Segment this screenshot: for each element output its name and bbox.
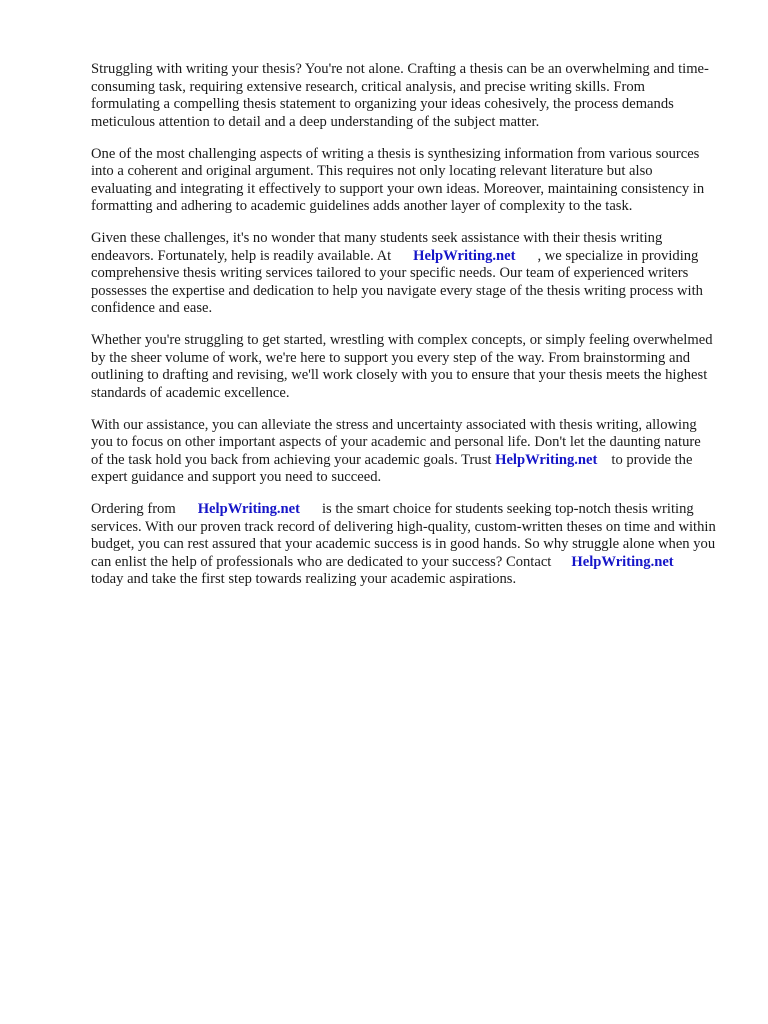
- paragraph-challenges: [91, 146, 716, 216]
- paragraph-trust-text-start: With our assistance, you can alleviate the stress and uncertainty associated with thesis writing, allowing you to focus on other important aspects of your academic and personal life. Don't let the daunting nature of the task hold you back from achieving your academic goals. Trust: [91, 416, 701, 468]
- paragraph-assistance-text-start: Given these challenges, it's no wonder that many students seek assistance with their thesis writing endeavors. Fortunately, help is readily available. At: [91, 230, 663, 264]
- paragraph-ordering-text-start: Ordering from: [91, 501, 176, 517]
- helpwriting-link-2[interactable]: HelpWriting.net: [495, 451, 598, 468]
- paragraph-intro: [91, 61, 716, 131]
- document-body: [91, 61, 716, 603]
- paragraph-assistance-text-end: , we specialize in providing comprehensive thesis writing services tailored to your specific needs. Our team of experienced writers possesses the expertise and dedication to help you navigate every stage of the thesis writing process with confidence and ease.: [91, 247, 703, 316]
- paragraph-intro-text: Struggling with writing your thesis? You're not alone. Crafting a thesis can be an overwhelming and time-consuming task, requiring extensive research, critical analysis, and precise writing skills. From formulating a compelling thesis statement to organizing your ideas cohesively, the process demands meticulous attention to detail and a deep understanding of the subject matter.: [91, 61, 709, 130]
- paragraph-ordering-text-end: today and take the first step towards realizing your academic aspirations.: [91, 571, 517, 587]
- paragraph-challenges-text: One of the most challenging aspects of writing a thesis is synthesizing information from various sources into a coherent and original argument. This requires not only locating relevant literature but also evaluating and integrating it effectively to support your own ideas. Moreover, maintaining consistency in formatting and adhering to academic guidelines adds another layer of complexity to the task.: [91, 145, 705, 214]
- paragraph-trust-text-end: to provide the expert guidance and support you need to succeed.: [91, 451, 693, 485]
- helpwriting-link-4[interactable]: HelpWriting.net: [571, 553, 674, 570]
- paragraph-support: [91, 332, 716, 402]
- paragraph-assistance: [91, 230, 716, 318]
- helpwriting-link-1[interactable]: HelpWriting.net: [413, 247, 516, 264]
- paragraph-ordering-text-middle: is the smart choice for students seeking top-notch thesis writing services. With our proven track record of delivering high-quality, custom-written theses on time and within budget, you can rest assured that your academic success is in good hands. So why struggle alone when you can enlist the help of professionals who are dedicated to your success? Contact: [91, 501, 716, 570]
- helpwriting-link-3[interactable]: HelpWriting.net: [197, 501, 300, 517]
- paragraph-trust: [91, 417, 716, 487]
- paragraph-ordering: [91, 501, 716, 589]
- paragraph-support-text: Whether you're struggling to get started, wrestling with complex concepts, or simply feeling overwhelmed by the sheer volume of work, we're here to support you every step of the way. From brainstorming and outlining to drafting and revising, we'll work closely with you to ensure that your thesis meets the highest standards of academic excellence.: [91, 332, 713, 401]
